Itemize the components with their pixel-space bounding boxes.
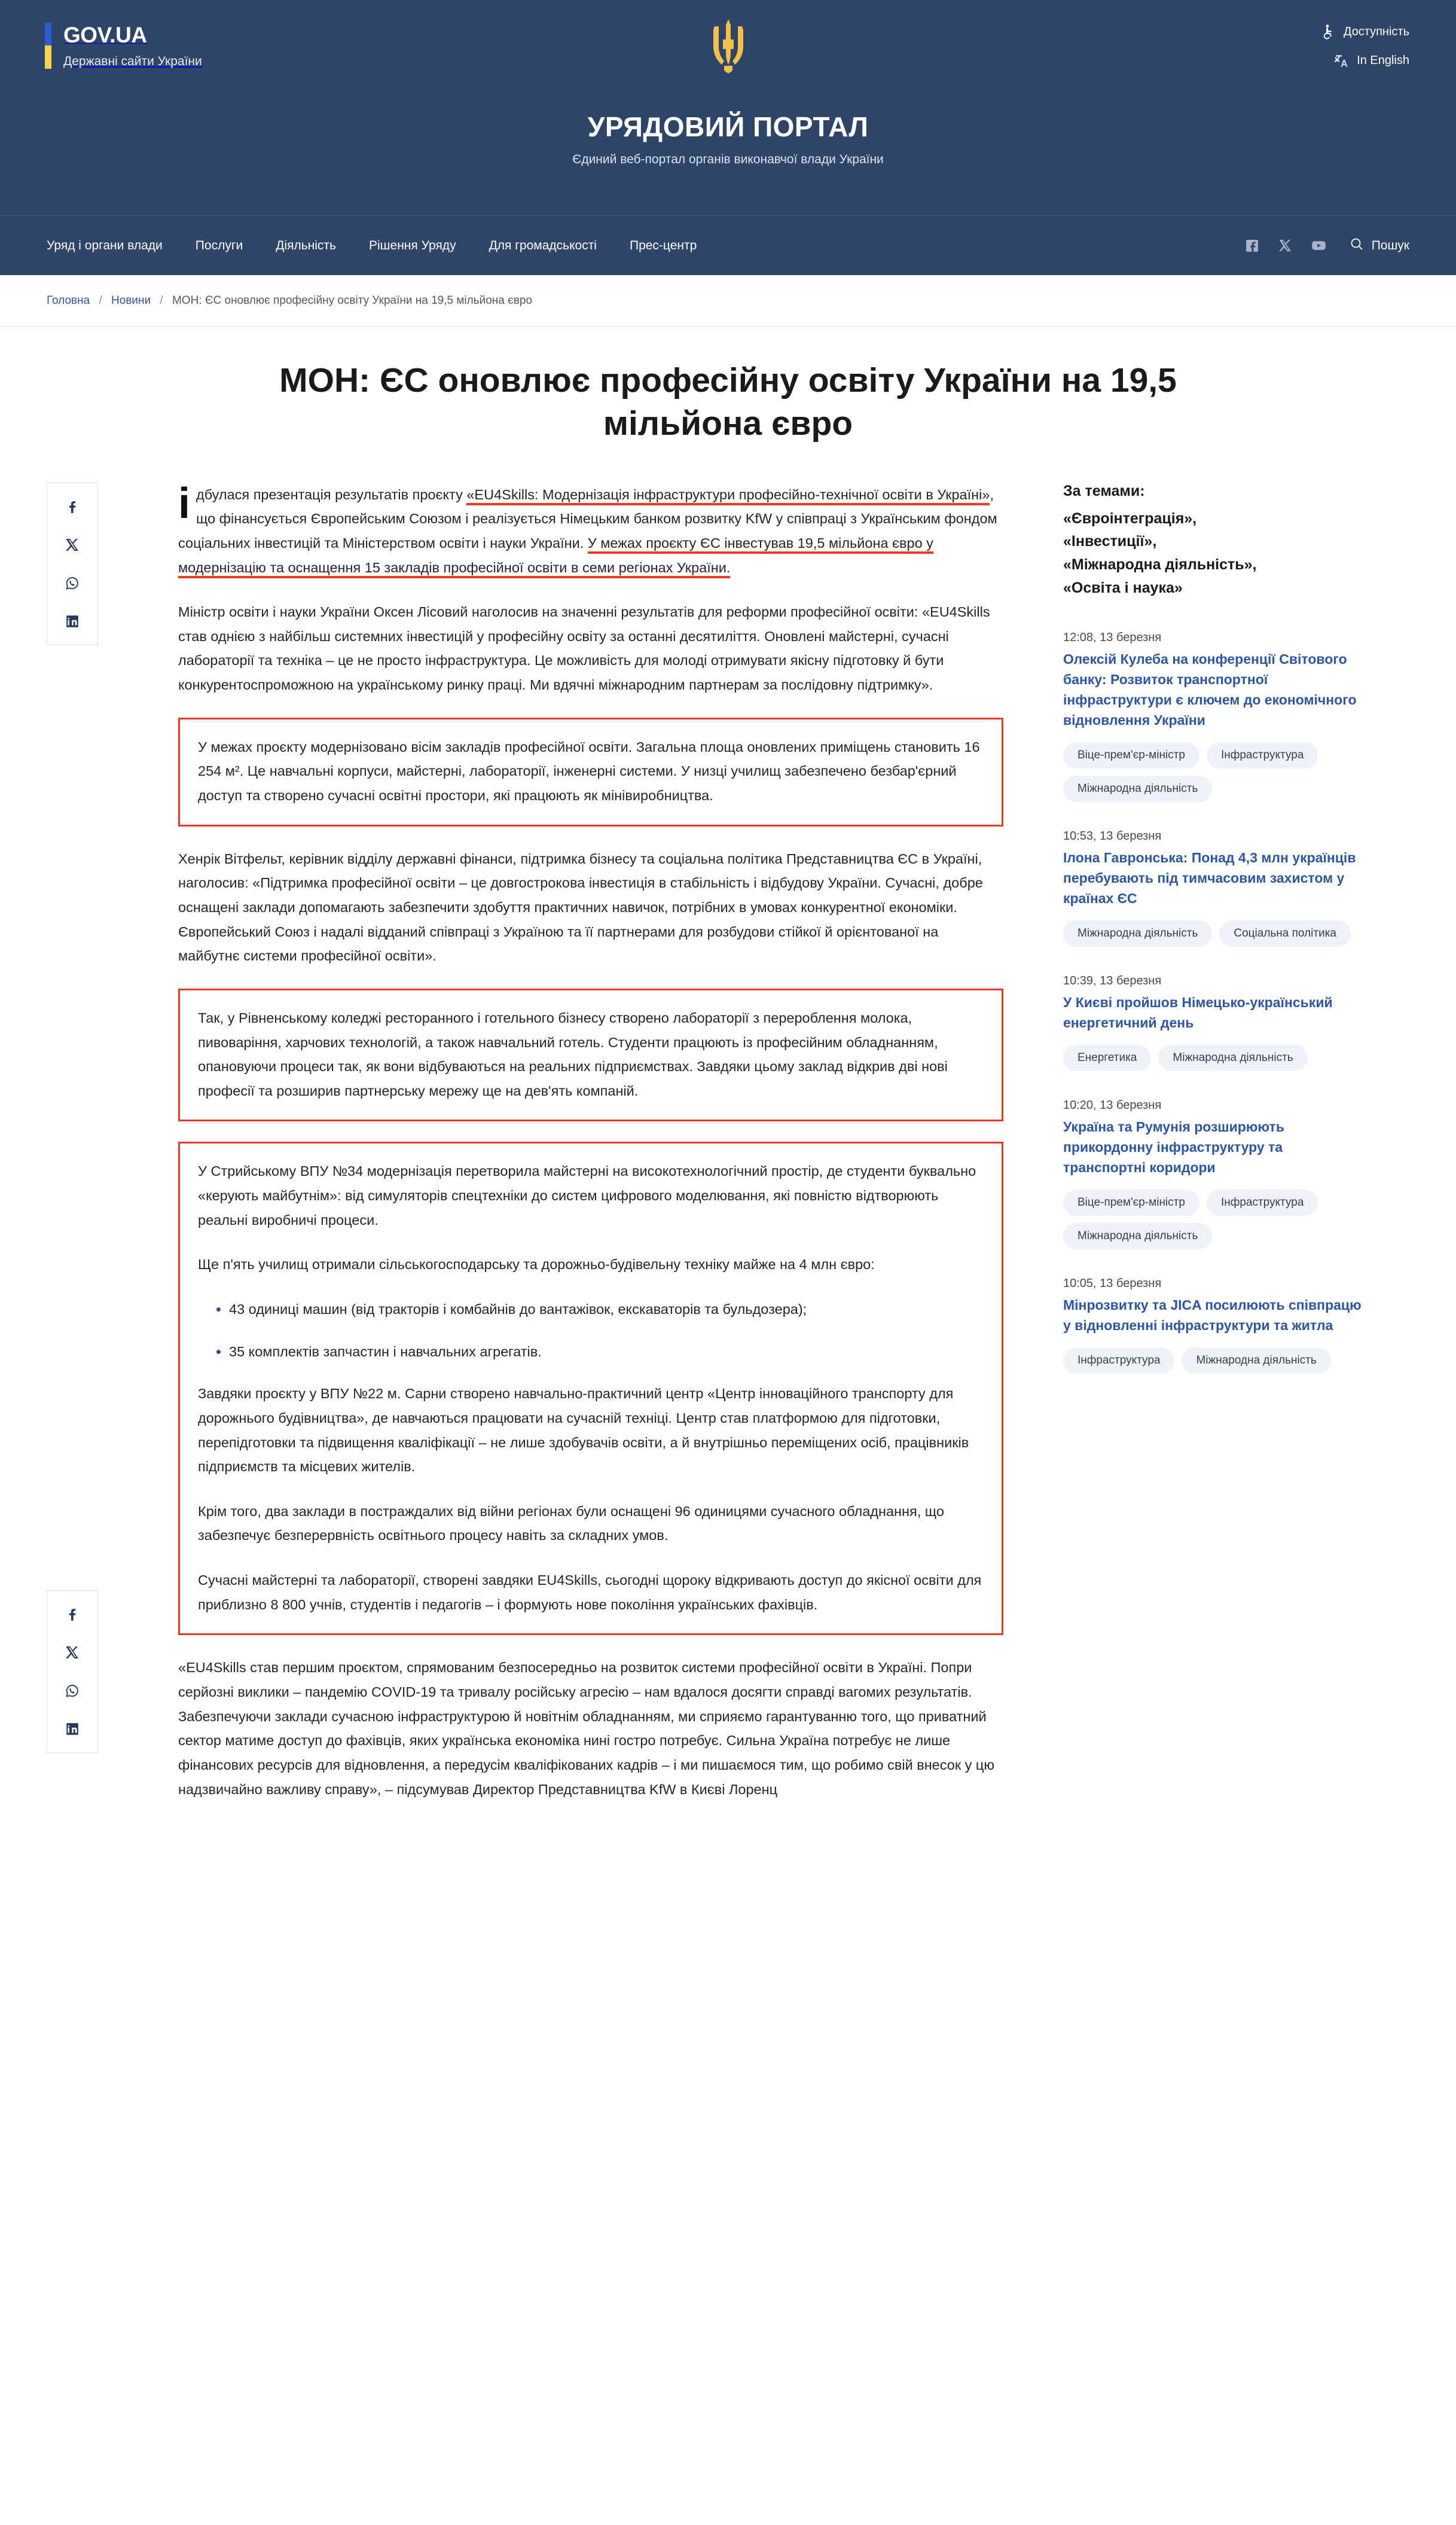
share-facebook-icon-2[interactable] [61, 1603, 84, 1626]
language-switch-link[interactable] [1333, 53, 1409, 68]
status-badge[interactable]: Міжнародна діяльність [1063, 776, 1212, 802]
status-badge[interactable]: Інфраструктура [1207, 1190, 1318, 1216]
box3-bullet-list [198, 1297, 984, 1364]
site-header [0, 0, 1456, 215]
article-paragraph-1 [178, 479, 1003, 580]
ukraine-flag-bar [45, 23, 51, 69]
utility-links [1320, 24, 1409, 68]
news-tags [1063, 920, 1362, 947]
status-badge[interactable]: Інфраструктура [1063, 1347, 1174, 1374]
box2-paragraph-1: Так, у Рівненському коледжі ресторанного і готельного бізнесу створено лабораторії з перероблення молока, пивоваріння, харчових технологій, а також навчальний готель. Студенти працюють із професійним обладнанням, опановуючи процеси так, як вони відбуваються на реальних підприємствах. Завдяки цьому заклад відкрив дві нові професії та розширив партнерську мережу ще на дев'ять компаній. [198, 1010, 948, 1099]
highlight-box-1 [178, 718, 1003, 827]
news-title-link[interactable]: У Києві пройшов Німецько-український енергетичний день [1063, 994, 1333, 1030]
highlight-box-3 [178, 1142, 1003, 1635]
article-body [178, 479, 1063, 1822]
status-badge[interactable]: Міжнародна діяльність [1063, 920, 1212, 947]
page-layout [0, 479, 1456, 1822]
news-item [1063, 631, 1362, 802]
breadcrumb-separator-2: / [160, 294, 163, 307]
status-badge[interactable]: Енергетика [1063, 1045, 1151, 1071]
topic-link-eurointegration[interactable]: «Євроінтеграція», [1063, 510, 1197, 527]
sidebar [1063, 483, 1362, 1401]
breadcrumb-bar [0, 275, 1456, 327]
article-paragraph-3: Хенрік Вітфельт, керівник відділу державні фінанси, підтримка бізнесу та соціальна політика Представництва ЄС в Україні, наголосив: «Підтримка професійної освіти – це довгострокова інвестиція в стабільність і відбудову України. Сучасні, добре оснащені заклади допомагають забезпечити здобуття практичних навичок, потрібних в умовах конкурентної економіки. Європейський Союз і надалі відданий співпраці з Україною та її партнерами для розбудови стійкої й орієнтованої на майбутнє системи професійної освіти». [178, 850, 983, 964]
article-p1-highlight-2: У межах проєкту ЄС інвестував 19,5 мільйона євро у модернізацію та оснащення 15 закладів професійної освіти в семи регіонах України. [178, 535, 933, 578]
news-title-link[interactable]: Ілона Гавронська: Понад 4,3 млн українців перебувають під тимчасовим захистом у країнах ЄС [1063, 849, 1356, 906]
news-item [1063, 1099, 1362, 1249]
youtube-icon[interactable] [1310, 237, 1328, 255]
share-box-bottom [47, 1590, 98, 1753]
gov-ua-logo-text: GOV.UA [63, 23, 147, 47]
accessibility-link[interactable] [1320, 24, 1409, 39]
news-item [1063, 1277, 1362, 1374]
x-twitter-icon[interactable] [1277, 237, 1295, 255]
share-whatsapp-icon-2[interactable] [61, 1679, 84, 1702]
gov-ua-logo[interactable] [45, 23, 202, 69]
news-tags [1063, 1347, 1362, 1374]
share-linkedin-icon-2[interactable] [61, 1718, 84, 1740]
nav-item-services[interactable]: Послуги [195, 238, 243, 252]
topic-link-investments[interactable]: «Інвестиції», [1063, 533, 1157, 550]
translate-icon [1333, 53, 1349, 68]
status-badge[interactable]: Міжнародна діяльність [1063, 1223, 1212, 1249]
box3-paragraph-4: Крім того, два заклади в постраждалих від війни регіонах були оснащені 96 одиницями сучасного обладнання, що забезпечує безперервність освітнього процесу навіть за складних умов. [198, 1503, 944, 1544]
nav-right-actions [1243, 237, 1409, 255]
main-navigation [0, 215, 1456, 275]
box1-paragraph-1: У межах проєкту модернізовано вісім закладів професійної освіти. Загальна площа оновлених приміщень становить 16 254 м². Це навчальні корпуси, майстерні, лабораторії, інженерні системи. У низці училищ забезпечено безбар'єрний доступ та створено сучасні освітні простори, які працюють як мінівиробництва. [198, 739, 980, 804]
search-button[interactable] [1350, 237, 1409, 255]
news-item [1063, 830, 1362, 947]
nav-item-public[interactable]: Для громадськості [489, 238, 597, 252]
share-rail [47, 483, 178, 1753]
list-item: • 43 одиниці машин (від тракторів і комбайнів до вантажівок, екскаваторів та бульдозера); [229, 1297, 984, 1322]
wheelchair-icon [1320, 24, 1336, 39]
box3-paragraph-1: У Стрийському ВПУ №34 модернізація перетворила майстерні на високотехнологічний простір, де студенти буквально «керують майбутнім»: від симуляторів спецтехніки до систем цифрового моделювання, які повністю відтворюють реальні виробничі процеси. [198, 1163, 976, 1228]
topics-heading: За темами: [1063, 482, 1145, 499]
breadcrumb-separator-1: / [99, 294, 102, 307]
news-item [1063, 974, 1362, 1071]
news-timestamp: 10:39, 13 березня [1063, 974, 1162, 987]
ukraine-trident-emblem [707, 18, 749, 75]
news-tags [1063, 1045, 1362, 1071]
box3-paragraph-3: Завдяки проєкту у ВПУ №22 м. Сарни створено навчально-практичний центр «Центр інноваційного транспорту для дорожнього будівництва», де навчаються працювати на сучасній техніці. Центр став платформою для підготовки, перепідготовки та підвищення кваліфікації – не лише здобувачів освіти, а й внутрішньо переміщених осіб, працівників підприємств та місцевих жителів. [198, 1386, 969, 1475]
status-badge[interactable]: Інфраструктура [1207, 742, 1318, 769]
news-timestamp: 12:08, 13 березня [1063, 630, 1162, 644]
portal-subtitle: Єдиний веб-портал органів виконавчої влади України [572, 153, 884, 166]
nav-item-activity[interactable]: Діяльність [276, 238, 336, 252]
article-paragraph-4: «EU4Skills став першим проєктом, спрямованим безпосередньо на розвиток системи професійної освіти в Україні. Попри серйозні виклики – пандемію COVID-19 та тривалу російську агресію – нам вдалося досягти справді вагомих результатів. Забезпечуючи заклади сучасною інфраструктурою й новітнім обладнанням, ми сприяємо гарантуванню того, що приватний сектор матиме доступ до фахівців, яких українська економіка нині гостро потребує. Сильна Україна потребує не лише фінансових ресурсів для відновлення, а передусім кваліфікованих кадрів – і ми пишаємося тим, що робимо свій внесок у цю надзвичайно важливу справу», – підсумував Директор Представництва KfW в Києві Лоренц [178, 1660, 995, 1797]
search-label: Пошук [1371, 238, 1409, 252]
topic-link-international[interactable]: «Міжнародна діяльність», [1063, 556, 1257, 574]
portal-title: УРЯДОВИЙ ПОРТАЛ [587, 111, 869, 142]
status-badge[interactable]: Віце-прем'єр-міністр [1063, 742, 1199, 769]
language-label: In English [1357, 53, 1409, 67]
gov-ua-logo-subtitle: Державні сайти України [63, 54, 202, 68]
facebook-icon[interactable] [1243, 237, 1261, 255]
news-title-link[interactable]: Олексій Кулеба на конференції Світового банку: Розвиток транспортної інфраструктури є ключем до економічного відновлення України [1063, 651, 1357, 728]
page-title: МОН: ЄС оновлює професійну освіту України на 19,5 мільйона євро [279, 361, 1177, 443]
article-paragraph-2: Міністр освіти і науки України Оксен Лісовий наголосив на значенні результатів для реформи професійної освіти: «EU4Skills став однією з найбільш системних інвестицій у професійну освіту за останні десятиліття. Оновлені майстерні, сучасні лабораторії та техніка – це не просто інфраструктура. Це можливість для молоді отримувати якісну підготовку й бути конкурентоспроможною на українському ринку праці. Ми вдячні міжнародним партнерам за послідовну підтримку». [178, 604, 990, 693]
highlight-box-2 [178, 989, 1003, 1122]
article-p1-text-a: ідбулася презентація результатів проєкту [178, 479, 467, 527]
share-facebook-icon[interactable] [61, 495, 84, 518]
share-whatsapp-icon[interactable] [61, 572, 84, 594]
news-timestamp: 10:20, 13 березня [1063, 1098, 1162, 1112]
news-title-link[interactable]: Україна та Румунія розширюють прикордонну інфраструктуру та транспортні коридори [1063, 1118, 1284, 1175]
nav-item-government[interactable]: Уряд і органи влади [47, 238, 163, 252]
box3-paragraph-5: Сучасні майстерні та лабораторії, створені завдяки EU4Skills, сьогодні щороку відкривають доступ до якісної освіти для приблизно 8 800 учнів, студентів і педагогів – і формують нове покоління українських фахівців. [198, 1572, 982, 1612]
status-badge[interactable]: Віце-прем'єр-міністр [1063, 1190, 1199, 1216]
topic-link-education[interactable]: «Освіта і наука» [1063, 579, 1183, 596]
nav-items [47, 239, 697, 253]
nav-item-decisions[interactable]: Рішення Уряду [369, 238, 456, 252]
list-item: • 35 комплектів запчастин і навчальних агрегатів. [229, 1340, 984, 1364]
news-tags [1063, 1190, 1362, 1249]
article-p1-text-b: , що фінансується Європейським Союзом і реалізується Німецьким банком розвитку KfW у співпраці з Українським фондом соціальних інвестицій та Міністерством освіти і науки України. [178, 486, 997, 551]
breadcrumb-current: МОН: ЄС оновлює професійну освіту України на 19,5 мільйона євро [172, 294, 533, 307]
accessibility-label: Доступність [1343, 25, 1409, 38]
status-badge[interactable]: Міжнародна діяльність [1158, 1045, 1307, 1071]
search-icon [1350, 237, 1364, 255]
topics-block [1063, 483, 1362, 600]
news-timestamp: 10:53, 13 березня [1063, 829, 1162, 843]
share-box-top [47, 483, 98, 645]
news-title-link[interactable]: Мінрозвитку та JICA посилюють співпрацю у відновленні інфраструктури та житла [1063, 1297, 1362, 1334]
share-x-twitter-icon-2[interactable] [61, 1641, 84, 1664]
status-badge[interactable]: Міжнародна діяльність [1182, 1347, 1330, 1374]
article-p1-highlight-1: «EU4Skills: Модернізація інфраструктури професійно-технічної освіти в Україні» [466, 487, 990, 505]
share-x-twitter-icon[interactable] [61, 533, 84, 556]
news-timestamp: 10:05, 13 березня [1063, 1277, 1162, 1290]
status-badge[interactable]: Соціальна політика [1219, 920, 1351, 947]
breadcrumb [47, 294, 532, 307]
box3-paragraph-2: Ще п'ять училищ отримали сільськогосподарську та дорожньо-будівельну техніку майже на 4 млн євро: [198, 1257, 875, 1273]
breadcrumb-news[interactable]: Новини [111, 294, 151, 307]
news-tags [1063, 742, 1362, 802]
share-linkedin-icon[interactable] [61, 610, 84, 633]
nav-item-press-center[interactable]: Прес-центр [629, 238, 697, 252]
breadcrumb-home[interactable]: Головна [47, 294, 90, 307]
